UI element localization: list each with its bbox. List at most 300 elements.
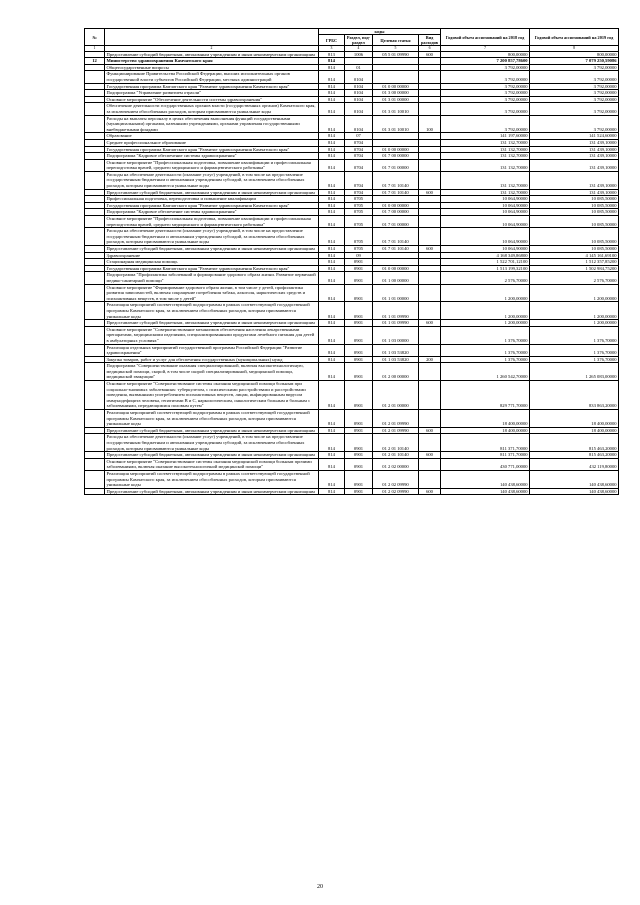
row-expense-type	[419, 344, 441, 356]
row-number	[85, 153, 105, 160]
header-vr: Вид расходов	[419, 35, 441, 46]
row-name: Расходы на обеспечение деятельности (оказание услуг) учреждений, в том числе на предоставление государственным бюджетным и автономным учреждениям субсидий, за исключением обособленных расходов, которым присваиваются уникальные коды	[105, 171, 319, 189]
row-expense-type: 600	[419, 246, 441, 253]
row-expense-type: 600	[419, 427, 441, 434]
table-row	[85, 196, 619, 203]
row-grbs: 814	[319, 90, 345, 97]
row-name: Предоставление субсидий бюджетным, автономным учреждениям и иным некоммерческим организациям	[105, 189, 319, 196]
row-target-article: 01 2 01 10140	[373, 452, 419, 459]
row-razdel: 0901	[345, 410, 373, 428]
table-row	[85, 146, 619, 153]
row-target-article: 01 1 03 00000	[373, 326, 419, 344]
row-expense-type	[419, 71, 441, 83]
row-expense-type	[419, 153, 441, 160]
row-number	[85, 189, 105, 196]
row-amount-2019: 7 079 250,59086	[530, 58, 619, 65]
row-grbs: 814	[319, 363, 345, 381]
row-expense-type	[419, 284, 441, 302]
row-grbs: 814	[319, 452, 345, 459]
row-amount-2018: 131 132,70000	[441, 159, 530, 171]
row-amount-2019: 18 400,00000	[530, 410, 619, 428]
row-name: Основное мероприятие "Совершенствование механизмов обеспечения населения лекарственными препаратами, медицинскими изделиями, специализированными продуктами лечебного питания для детей в амбулаторных условиях"	[105, 326, 319, 344]
row-name: Основное мероприятие "Профессиональная подготовка, повышение квалификации и профессиональная переподготовка врачей, среднего медицинского и фармацевтического работника"	[105, 159, 319, 171]
row-grbs: 814	[319, 216, 345, 228]
row-amount-2018: 1 260 542,70000	[441, 363, 530, 381]
row-razdel: 0704	[345, 146, 373, 153]
row-target-article: 01 7 01 00000	[373, 159, 419, 171]
row-grbs: 814	[319, 434, 345, 452]
row-amount-2018: 1 376,70000	[441, 356, 530, 363]
header-name	[105, 29, 319, 46]
row-razdel: 0901	[345, 488, 373, 495]
row-number	[85, 146, 105, 153]
row-expense-type	[419, 133, 441, 140]
row-grbs: 814	[319, 284, 345, 302]
row-expense-type	[419, 209, 441, 216]
table-row	[85, 272, 619, 284]
row-grbs: 814	[319, 146, 345, 153]
table-row	[85, 488, 619, 495]
row-expense-type: 600	[419, 488, 441, 495]
row-name: Расходы на обеспечение деятельности (оказание услуг) учреждений, в том числе на предоставление государственным бюджетным и автономным учреждениям субсидий, за исключением обособленных расходов, которым присваиваются уникальные коды	[105, 228, 319, 246]
row-name: Предоставление субсидий бюджетным, автономным учреждениям и иным некоммерческим организациям	[105, 320, 319, 327]
row-razdel: 01	[345, 64, 373, 71]
row-amount-2019: 4 145 161,69100	[530, 252, 619, 259]
row-name: Расходы на обеспечение деятельности (оказание услуг) учреждений, в том числе на предоставление государственным бюджетным и автономным учреждениям субсидий, за исключением обособленных расходов, которым присваиваются уникальные коды	[105, 434, 319, 452]
row-grbs: 814	[319, 259, 345, 266]
row-target-article: 01 7 01 00000	[373, 216, 419, 228]
row-expense-type: 100	[419, 115, 441, 133]
row-number	[85, 216, 105, 228]
row-target-article	[373, 259, 419, 266]
row-razdel: 0705	[345, 196, 373, 203]
row-razdel: 0901	[345, 458, 373, 470]
row-grbs: 814	[319, 458, 345, 470]
row-expense-type	[419, 96, 441, 103]
row-grbs: 813	[319, 51, 345, 58]
row-target-article: 01 2 02 09990	[373, 470, 419, 488]
row-grbs: 814	[319, 171, 345, 189]
table-row	[85, 96, 619, 103]
row-razdel: 0704	[345, 153, 373, 160]
column-index: 6	[419, 46, 441, 52]
row-amount-2019: 833 863,20000	[530, 381, 619, 410]
row-amount-2018: 140 438,60000	[441, 470, 530, 488]
row-name: Образование	[105, 133, 319, 140]
row-grbs: 814	[319, 189, 345, 196]
row-number	[85, 246, 105, 253]
row-amount-2019: 131 439,10000	[530, 159, 619, 171]
table-row	[85, 216, 619, 228]
row-amount-2019: 1 376,70000	[530, 326, 619, 344]
row-amount-2019: 131 439,10000	[530, 153, 619, 160]
row-grbs: 814	[319, 103, 345, 115]
row-number	[85, 488, 105, 495]
row-razdel: 0901	[345, 272, 373, 284]
row-razdel: 0104	[345, 103, 373, 115]
row-number	[85, 202, 105, 209]
row-number	[85, 320, 105, 327]
row-amount-2019: 1 502 984,75200	[530, 265, 619, 272]
row-amount-2019: 10 085,50000	[530, 228, 619, 246]
row-target-article	[373, 139, 419, 146]
row-amount-2018: 1 513 199,32100	[441, 265, 530, 272]
row-expense-type	[419, 252, 441, 259]
row-grbs: 814	[319, 470, 345, 488]
row-grbs: 814	[319, 246, 345, 253]
row-grbs: 814	[319, 488, 345, 495]
row-razdel: 0901	[345, 434, 373, 452]
row-grbs: 814	[319, 356, 345, 363]
row-name: Расходы на выплаты персоналу в целях обеспечения выполнения функций государственными (муниципальными) органами, казенными учреждениями, органами управления государственными внебюджетными фондами	[105, 115, 319, 133]
column-index: 8	[530, 46, 619, 52]
row-number: 12	[85, 58, 105, 65]
row-amount-2018: 3 792,00000	[441, 64, 530, 71]
row-amount-2019: 140 438,60000	[530, 470, 619, 488]
row-amount-2019: 1 200,00000	[530, 302, 619, 320]
row-razdel: 0901	[345, 265, 373, 272]
row-grbs: 814	[319, 326, 345, 344]
row-expense-type	[419, 139, 441, 146]
row-amount-2018: 811 371,70000	[441, 434, 530, 452]
row-razdel: 0104	[345, 83, 373, 90]
column-index: 7	[441, 46, 530, 52]
table-row	[85, 71, 619, 83]
row-amount-2018: 141 197,60000	[441, 133, 530, 140]
table-row	[85, 363, 619, 381]
row-amount-2019: 3 792,00000	[530, 115, 619, 133]
table-row	[85, 302, 619, 320]
row-name: Реализация мероприятий соответствующей подпрограммы в рамках соответствующей государственной программы Камчатского края, за исключением обособленных расходов, которым присваиваются уникальные коды	[105, 470, 319, 488]
row-razdel: 0901	[345, 259, 373, 266]
row-razdel: 0901	[345, 326, 373, 344]
row-amount-2018: 10 064,90000	[441, 246, 530, 253]
row-razdel: 0901	[345, 302, 373, 320]
row-target-article: 01 2 00 00000	[373, 363, 419, 381]
table-row	[85, 381, 619, 410]
row-amount-2018: 3 792,00000	[441, 96, 530, 103]
row-name: Общегосударственные вопросы	[105, 64, 319, 71]
table-row	[85, 434, 619, 452]
row-grbs: 814	[319, 427, 345, 434]
row-target-article	[373, 133, 419, 140]
row-amount-2018: 3 792,00000	[441, 71, 530, 83]
row-number	[85, 326, 105, 344]
row-name: Реализация отдельных мероприятий государственной программы Российской Федерации "Развитие здравоохранения"	[105, 344, 319, 356]
row-name: Функционирование Правительства Российской Федерации, высших исполнительных органов государственной власти субъектов Российской Федерации, местных администраций	[105, 71, 319, 83]
row-amount-2019: 10 085,50000	[530, 209, 619, 216]
row-amount-2018: 10 064,90000	[441, 216, 530, 228]
row-razdel: 0705	[345, 246, 373, 253]
row-grbs: 814	[319, 159, 345, 171]
row-grbs: 814	[319, 228, 345, 246]
row-name: Предоставление субсидий бюджетным, автономным учреждениям и иным некоммерческим организациям	[105, 246, 319, 253]
row-amount-2019: 3 792,00000	[530, 103, 619, 115]
row-amount-2018: 829 771,70000	[441, 381, 530, 410]
row-grbs: 814	[319, 153, 345, 160]
row-razdel: 0901	[345, 427, 373, 434]
row-name: Предоставление субсидий бюджетным, автономным учреждениям и иным некоммерческим организациям	[105, 51, 319, 58]
row-name: Государственная программа Камчатского края "Развитие здравоохранения Камчатского края"	[105, 83, 319, 90]
row-grbs: 814	[319, 202, 345, 209]
table-row	[85, 410, 619, 428]
row-amount-2019: 3 792,00000	[530, 90, 619, 97]
table-row	[85, 452, 619, 459]
header-csr: Целевая статья	[373, 35, 419, 46]
row-amount-2019: 2 576,70000	[530, 272, 619, 284]
row-amount-2018: 131 132,70000	[441, 189, 530, 196]
table-row	[85, 115, 619, 133]
row-amount-2019: 131 439,10000	[530, 139, 619, 146]
row-target-article	[373, 58, 419, 65]
row-target-article	[373, 252, 419, 259]
row-target-article: 01 3 01 10010	[373, 115, 419, 133]
row-target-article: 01 0 00 00000	[373, 265, 419, 272]
row-target-article	[373, 196, 419, 203]
row-amount-2018: 131 132,70000	[441, 146, 530, 153]
row-number	[85, 302, 105, 320]
row-name: Основное мероприятие "Совершенствование системы оказания медицинской помощи больным прочими заболеваниями, включая оказание высокотехнологичной медицинской помощи"	[105, 458, 319, 470]
table-row	[85, 90, 619, 97]
row-amount-2019: 140 438,60000	[530, 488, 619, 495]
row-grbs: 814	[319, 381, 345, 410]
row-name: Среднее профессиональное образование	[105, 139, 319, 146]
row-expense-type	[419, 410, 441, 428]
row-number	[85, 139, 105, 146]
row-name: Государственная программа Камчатского края "Развитие здравоохранения Камчатского края"	[105, 146, 319, 153]
row-target-article: 01 0 00 00000	[373, 202, 419, 209]
row-expense-type: 600	[419, 189, 441, 196]
header-2018: Годовой объем ассигнований на 2018 год	[441, 29, 530, 46]
row-expense-type	[419, 470, 441, 488]
row-amount-2019: 3 792,00000	[530, 71, 619, 83]
column-index: 2	[105, 46, 319, 52]
row-name: Основное мероприятие "Совершенствование системы оказания медицинской помощи больным при социально-значимых заболеваниях: туберкулезом, с психическими расстройствами и расстройствами поведения, вызванными употреблением психоактивных веществ, лицам, инфицированным вирусом иммунодефицита человека, гепатитами В и С, наркологическим, онкологическим больным и больным с заболеваниями, передающимися половым путем"	[105, 381, 319, 410]
row-target-article: 01 3 01 10010	[373, 103, 419, 115]
row-number	[85, 115, 105, 133]
row-razdel: 0705	[345, 216, 373, 228]
row-expense-type	[419, 363, 441, 381]
row-number	[85, 252, 105, 259]
row-target-article: 01 2 01 09990	[373, 427, 419, 434]
row-number	[85, 196, 105, 203]
row-target-article: 01 2 02 00000	[373, 458, 419, 470]
row-grbs: 814	[319, 252, 345, 259]
table-row	[85, 284, 619, 302]
row-name: Реализация мероприятий соответствующей подпрограммы в рамках соответствующей государственной программы Камчатского края, за исключением обособленных расходов, которым присваиваются уникальные коды	[105, 410, 319, 428]
table-row	[85, 153, 619, 160]
row-amount-2019: 1 376,70000	[530, 344, 619, 356]
row-target-article: 01 2 01 00000	[373, 381, 419, 410]
row-target-article: 01 1 01 09990	[373, 320, 419, 327]
row-amount-2018: 430 771,00000	[441, 458, 530, 470]
row-amount-2019: 800,00000	[530, 51, 619, 58]
row-razdel: 09	[345, 252, 373, 259]
row-amount-2018: 10 064,90000	[441, 196, 530, 203]
table-row	[85, 427, 619, 434]
row-amount-2019: 131 439,10000	[530, 189, 619, 196]
row-razdel: 0705	[345, 202, 373, 209]
row-grbs: 814	[319, 209, 345, 216]
row-target-article: 01 1 00 00000	[373, 272, 419, 284]
page-number: 20	[317, 884, 323, 890]
table-row	[85, 202, 619, 209]
row-razdel: 0104	[345, 90, 373, 97]
row-expense-type	[419, 90, 441, 97]
row-target-article: 01 2 01 09990	[373, 410, 419, 428]
row-target-article: 01 1 01 00000	[373, 284, 419, 302]
row-razdel: 0901	[345, 470, 373, 488]
table-row	[85, 139, 619, 146]
table-row	[85, 259, 619, 266]
row-amount-2019: 3 792,00000	[530, 64, 619, 71]
row-expense-type	[419, 458, 441, 470]
row-name: Закупка товаров, работ и услуг для обеспечения государственных (муниципальных) нужд	[105, 356, 319, 363]
row-grbs: 814	[319, 139, 345, 146]
row-number	[85, 344, 105, 356]
row-amount-2019: 10 085,50000	[530, 246, 619, 253]
row-target-article: 01 0 00 00000	[373, 146, 419, 153]
row-grbs: 814	[319, 410, 345, 428]
row-target-article: 01 1 03 53820	[373, 344, 419, 356]
row-amount-2019: 1 512 357,85200	[530, 259, 619, 266]
row-number	[85, 434, 105, 452]
column-index: 3	[319, 46, 345, 52]
row-amount-2019: 1 265 083,00000	[530, 363, 619, 381]
row-target-article: 01 3 00 00000	[373, 90, 419, 97]
row-razdel: 0704	[345, 189, 373, 196]
row-target-article: 01 0 00 00000	[373, 83, 419, 90]
table-row	[85, 470, 619, 488]
row-number	[85, 209, 105, 216]
row-amount-2018: 1 200,00000	[441, 302, 530, 320]
row-expense-type	[419, 259, 441, 266]
row-razdel: 0705	[345, 228, 373, 246]
row-grbs: 814	[319, 115, 345, 133]
row-amount-2019: 815 463,20000	[530, 434, 619, 452]
row-expense-type	[419, 202, 441, 209]
row-number	[85, 452, 105, 459]
row-amount-2019: 1 200,00000	[530, 284, 619, 302]
row-name: Здравоохранение	[105, 252, 319, 259]
row-target-article: 01 7 01 10140	[373, 171, 419, 189]
row-number	[85, 171, 105, 189]
row-amount-2018: 7 200 857,78600	[441, 58, 530, 65]
row-amount-2019: 1 376,70000	[530, 356, 619, 363]
row-amount-2018: 18 400,00000	[441, 410, 530, 428]
row-amount-2019: 1 200,00000	[530, 320, 619, 327]
row-razdel: 0901	[345, 363, 373, 381]
row-number	[85, 272, 105, 284]
row-grbs: 814	[319, 320, 345, 327]
table-body	[85, 51, 619, 495]
row-grbs: 814	[319, 64, 345, 71]
row-amount-2019: 815 463,20000	[530, 452, 619, 459]
row-number	[85, 228, 105, 246]
row-name: Реализация мероприятий соответствующей подпрограммы в рамках соответствующей государственной программы Камчатского края, за исключением обособленных расходов, которым присваиваются уникальные коды	[105, 302, 319, 320]
column-index: 5	[373, 46, 419, 52]
header-number: №	[85, 29, 105, 46]
row-target-article: 01 1 01 09990	[373, 302, 419, 320]
row-amount-2019: 141 524,60000	[530, 133, 619, 140]
row-amount-2018: 131 132,70000	[441, 139, 530, 146]
row-number	[85, 381, 105, 410]
row-amount-2018: 131 132,70000	[441, 153, 530, 160]
row-expense-type	[419, 434, 441, 452]
row-name: Основное мероприятие "Профессиональная подготовка, повышение квалификации и профессиональная переподготовка врачей, среднего медицинского и фармацевтического работника"	[105, 216, 319, 228]
row-expense-type: 600	[419, 51, 441, 58]
table-row	[85, 51, 619, 58]
row-expense-type	[419, 228, 441, 246]
row-name: Подпрограмма "Кадровое обеспечение системы здравоохранения"	[105, 209, 319, 216]
row-amount-2018: 2 576,70000	[441, 272, 530, 284]
table-row	[85, 228, 619, 246]
row-razdel: 0901	[345, 320, 373, 327]
row-amount-2018: 10 064,90000	[441, 202, 530, 209]
row-expense-type: 600	[419, 320, 441, 327]
row-name: Подпрограмма "Совершенствование оказания специализированной, включая высокотехнологичную, медицинской помощи, скорой, в том числе скорой специализированной, медицинской помощи, медицинской эвакуации"	[105, 363, 319, 381]
row-amount-2018: 140 438,60000	[441, 488, 530, 495]
row-expense-type	[419, 265, 441, 272]
row-number	[85, 356, 105, 363]
row-number	[85, 90, 105, 97]
row-expense-type	[419, 326, 441, 344]
row-razdel: 0704	[345, 171, 373, 189]
row-number	[85, 284, 105, 302]
row-number	[85, 133, 105, 140]
row-amount-2018: 10 064,90000	[441, 209, 530, 216]
row-razdel: 0705	[345, 209, 373, 216]
row-amount-2019: 432 119,80000	[530, 458, 619, 470]
row-razdel: 0901	[345, 284, 373, 302]
table-row	[85, 209, 619, 216]
row-grbs: 814	[319, 96, 345, 103]
row-target-article	[373, 71, 419, 83]
row-amount-2018: 1 376,70000	[441, 326, 530, 344]
row-expense-type	[419, 302, 441, 320]
row-amount-2019: 18 400,00000	[530, 427, 619, 434]
row-amount-2018: 800,00000	[441, 51, 530, 58]
row-razdel: 0704	[345, 139, 373, 146]
row-number	[85, 51, 105, 58]
row-amount-2018: 18 400,00000	[441, 427, 530, 434]
row-target-article: 01 2 01 10140	[373, 434, 419, 452]
column-index: 4	[345, 46, 373, 52]
row-target-article: 01 7 00 00000	[373, 153, 419, 160]
row-razdel: 07	[345, 133, 373, 140]
row-expense-type	[419, 196, 441, 203]
row-amount-2018: 1 200,00000	[441, 320, 530, 327]
row-amount-2018: 3 792,00000	[441, 115, 530, 133]
row-expense-type	[419, 103, 441, 115]
row-amount-2019: 10 085,50000	[530, 196, 619, 203]
table-row	[85, 344, 619, 356]
header-codes: коды	[319, 29, 441, 35]
table-row	[85, 64, 619, 71]
row-target-article: 05 5 01 09990	[373, 51, 419, 58]
row-grbs: 814	[319, 344, 345, 356]
row-name: Основное мероприятие "Обеспечение деятельности системы здравоохранения"	[105, 96, 319, 103]
row-number	[85, 64, 105, 71]
row-target-article: 01 2 02 09990	[373, 488, 419, 495]
row-name: Основное мероприятие "Формирование здорового образа жизни, в том числе у детей, профилактика развития зависимостей, включая сокращение потребления табака, алкоголя, наркотических средств и психоактивных веществ, в том числе у детей"	[105, 284, 319, 302]
row-razdel: 0104	[345, 71, 373, 83]
table-row	[85, 320, 619, 327]
row-name: Подпрограмма "Управление развитием отрасли"	[105, 90, 319, 97]
table-row	[85, 171, 619, 189]
row-expense-type	[419, 159, 441, 171]
row-expense-type	[419, 58, 441, 65]
